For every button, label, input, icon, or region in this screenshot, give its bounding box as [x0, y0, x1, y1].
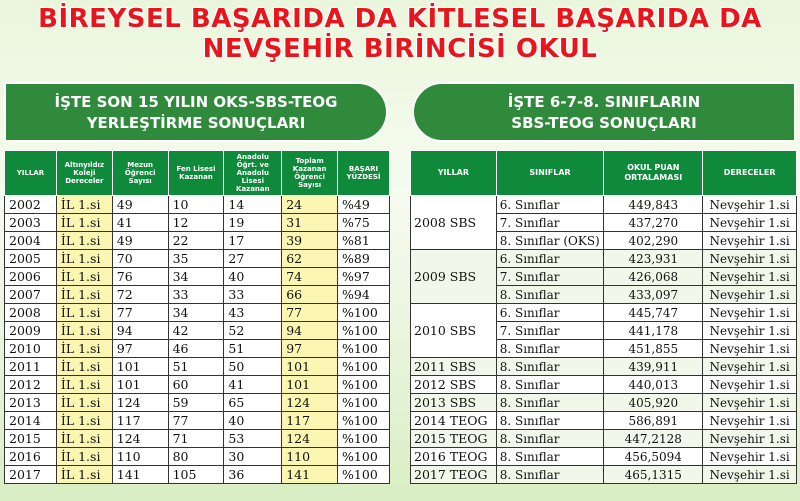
average-score-cell: 445,747: [604, 304, 703, 322]
class-cell: 8. Sınıflar: [496, 466, 604, 484]
rank-cell: İL 1.si: [56, 394, 112, 412]
graduates-cell: 124: [112, 394, 168, 412]
column-header: Toplam Kazanan Öğrenci Sayısı: [282, 151, 338, 196]
science-hs-cell: 34: [168, 268, 224, 286]
anatolian-hs-cell: 17: [224, 232, 282, 250]
anatolian-hs-cell: 19: [224, 214, 282, 232]
year-cell: 2016: [5, 448, 57, 466]
science-hs-cell: 60: [168, 376, 224, 394]
anatolian-hs-cell: 41: [224, 376, 282, 394]
total-cell: 101: [282, 376, 338, 394]
year-cell: 2006: [5, 268, 57, 286]
right-table-body: [411, 196, 797, 484]
oks-sbs-teog-results-table: [4, 150, 390, 484]
rank-cell: Nevşehir 1.si: [703, 376, 797, 394]
table-row: [411, 376, 797, 394]
rank-cell: İL 1.si: [56, 466, 112, 484]
class-cell: 6. Sınıflar: [496, 250, 604, 268]
graduates-cell: 124: [112, 430, 168, 448]
success-rate-cell: %100: [338, 322, 390, 340]
total-cell: 77: [282, 304, 338, 322]
total-cell: 74: [282, 268, 338, 286]
average-score-cell: 426,068: [604, 268, 703, 286]
class-cell: 8. Sınıflar: [496, 286, 604, 304]
success-rate-cell: %89: [338, 250, 390, 268]
rank-cell: Nevşehir 1.si: [703, 286, 797, 304]
table-row: [5, 466, 390, 484]
table-row: [5, 394, 390, 412]
science-hs-cell: 10: [168, 196, 224, 214]
anatolian-hs-cell: 30: [224, 448, 282, 466]
table-row: [411, 358, 797, 376]
rank-cell: Nevşehir 1.si: [703, 322, 797, 340]
science-hs-cell: 51: [168, 358, 224, 376]
class-cell: 7. Sınıflar: [496, 322, 604, 340]
success-rate-cell: %100: [338, 304, 390, 322]
average-score-cell: 433,097: [604, 286, 703, 304]
graduates-cell: 101: [112, 376, 168, 394]
rank-cell: İL 1.si: [56, 214, 112, 232]
average-score-cell: 451,855: [604, 340, 703, 358]
graduates-cell: 76: [112, 268, 168, 286]
rank-cell: Nevşehir 1.si: [703, 430, 797, 448]
year-cell: 2007: [5, 286, 57, 304]
anatolian-hs-cell: 50: [224, 358, 282, 376]
column-header: Mezun Öğrenci Sayısı: [112, 151, 168, 196]
average-score-cell: 423,931: [604, 250, 703, 268]
sbs-teog-class-results-table: [410, 150, 797, 484]
year-cell: 2008: [5, 304, 57, 322]
success-rate-cell: %100: [338, 466, 390, 484]
year-cell: 2009: [5, 322, 57, 340]
total-cell: 94: [282, 322, 338, 340]
rank-cell: Nevşehir 1.si: [703, 340, 797, 358]
column-header: SINIFLAR: [496, 151, 604, 196]
class-cell: 8. Sınıflar: [496, 412, 604, 430]
total-cell: 117: [282, 412, 338, 430]
table-row: [411, 304, 797, 322]
column-header: Altınyıldız Koleji Dereceler: [56, 151, 112, 196]
table-header-row: [411, 151, 797, 196]
rank-cell: İL 1.si: [56, 268, 112, 286]
table-row: [411, 250, 797, 268]
rank-cell: Nevşehir 1.si: [703, 358, 797, 376]
table-row: [5, 376, 390, 394]
class-cell: 8. Sınıflar: [496, 430, 604, 448]
rank-cell: Nevşehir 1.si: [703, 196, 797, 214]
success-rate-cell: %100: [338, 412, 390, 430]
year-cell: 2010: [5, 340, 57, 358]
average-score-cell: 447,2128: [604, 430, 703, 448]
left-heading-line-2: YERLEŞTİRME SONUÇLARI: [86, 114, 306, 132]
science-hs-cell: 34: [168, 304, 224, 322]
anatolian-hs-cell: 51: [224, 340, 282, 358]
class-cell: 7. Sınıflar: [496, 268, 604, 286]
average-score-cell: 465,1315: [604, 466, 703, 484]
rank-cell: İL 1.si: [56, 340, 112, 358]
year-cell: 2012: [5, 376, 57, 394]
table-row: [5, 196, 390, 214]
average-score-cell: 440,013: [604, 376, 703, 394]
right-heading-line-2: SBS-TEOG SONUÇLARI: [511, 114, 697, 132]
rank-cell: İL 1.si: [56, 322, 112, 340]
left-table-body: [5, 196, 390, 484]
table-row: [5, 430, 390, 448]
table-row: [411, 412, 797, 430]
class-cell: 8. Sınıflar: [496, 394, 604, 412]
graduates-cell: 41: [112, 214, 168, 232]
rank-cell: Nevşehir 1.si: [703, 232, 797, 250]
table-row: [411, 430, 797, 448]
science-hs-cell: 12: [168, 214, 224, 232]
column-header: OKUL PUAN ORTALAMASI: [604, 151, 703, 196]
success-rate-cell: %94: [338, 286, 390, 304]
graduates-cell: 94: [112, 322, 168, 340]
success-rate-cell: %100: [338, 430, 390, 448]
rank-cell: İL 1.si: [56, 412, 112, 430]
class-cell: 8. Sınıflar (OKS): [496, 232, 604, 250]
rank-cell: İL 1.si: [56, 358, 112, 376]
anatolian-hs-cell: 52: [224, 322, 282, 340]
rank-cell: Nevşehir 1.si: [703, 304, 797, 322]
graduates-cell: 97: [112, 340, 168, 358]
year-cell: 2009 SBS: [411, 250, 497, 304]
table-row: [5, 358, 390, 376]
column-header: YILLAR: [5, 151, 57, 196]
science-hs-cell: 80: [168, 448, 224, 466]
success-rate-cell: %49: [338, 196, 390, 214]
class-cell: 8. Sınıflar: [496, 448, 604, 466]
success-rate-cell: %100: [338, 376, 390, 394]
anatolian-hs-cell: 65: [224, 394, 282, 412]
table-row: [5, 268, 390, 286]
rank-cell: İL 1.si: [56, 304, 112, 322]
graduates-cell: 77: [112, 304, 168, 322]
science-hs-cell: 59: [168, 394, 224, 412]
table-row: [411, 394, 797, 412]
rank-cell: Nevşehir 1.si: [703, 214, 797, 232]
year-cell: 2017: [5, 466, 57, 484]
total-cell: 39: [282, 232, 338, 250]
year-cell: 2002: [5, 196, 57, 214]
anatolian-hs-cell: 53: [224, 430, 282, 448]
year-cell: 2013: [5, 394, 57, 412]
year-cell: 2003: [5, 214, 57, 232]
table-row: [411, 466, 797, 484]
title-line-1: BİREYSEL BAŞARIDA DA KİTLESEL BAŞARIDA DA: [38, 4, 762, 34]
column-header: Fen Lisesi Kazanan: [168, 151, 224, 196]
science-hs-cell: 35: [168, 250, 224, 268]
title-line-2: NEVŞEHİR BİRİNCİSİ OKUL: [202, 34, 598, 64]
rank-cell: İL 1.si: [56, 448, 112, 466]
rank-cell: Nevşehir 1.si: [703, 466, 797, 484]
year-cell: 2010 SBS: [411, 304, 497, 358]
year-cell: 2012 SBS: [411, 376, 497, 394]
year-cell: 2016 TEOG: [411, 448, 497, 466]
graduates-cell: 49: [112, 232, 168, 250]
total-cell: 124: [282, 430, 338, 448]
column-header: BAŞARI YÜZDESİ: [338, 151, 390, 196]
rank-cell: Nevşehir 1.si: [703, 448, 797, 466]
average-score-cell: 405,920: [604, 394, 703, 412]
success-rate-cell: %75: [338, 214, 390, 232]
rank-cell: Nevşehir 1.si: [703, 250, 797, 268]
anatolian-hs-cell: 27: [224, 250, 282, 268]
average-score-cell: 441,178: [604, 322, 703, 340]
year-cell: 2015 TEOG: [411, 430, 497, 448]
success-rate-cell: %100: [338, 340, 390, 358]
graduates-cell: 72: [112, 286, 168, 304]
rank-cell: İL 1.si: [56, 232, 112, 250]
graduates-cell: 117: [112, 412, 168, 430]
class-cell: 8. Sınıflar: [496, 358, 604, 376]
total-cell: 62: [282, 250, 338, 268]
table-row: [411, 448, 797, 466]
year-cell: 2005: [5, 250, 57, 268]
table-row: [5, 448, 390, 466]
anatolian-hs-cell: 36: [224, 466, 282, 484]
success-rate-cell: %100: [338, 358, 390, 376]
average-score-cell: 449,843: [604, 196, 703, 214]
anatolian-hs-cell: 43: [224, 304, 282, 322]
success-rate-cell: %100: [338, 448, 390, 466]
table-row: [411, 196, 797, 214]
class-cell: 6. Sınıflar: [496, 196, 604, 214]
class-cell: 8. Sınıflar: [496, 340, 604, 358]
class-cell: 8. Sınıflar: [496, 376, 604, 394]
total-cell: 31: [282, 214, 338, 232]
year-cell: 2014 TEOG: [411, 412, 497, 430]
table-row: [5, 232, 390, 250]
rank-cell: İL 1.si: [56, 430, 112, 448]
rank-cell: İL 1.si: [56, 376, 112, 394]
science-hs-cell: 22: [168, 232, 224, 250]
year-cell: 2014: [5, 412, 57, 430]
table-row: [5, 412, 390, 430]
total-cell: 101: [282, 358, 338, 376]
table-row: [5, 214, 390, 232]
science-hs-cell: 33: [168, 286, 224, 304]
rank-cell: İL 1.si: [56, 250, 112, 268]
table-row: [5, 340, 390, 358]
year-cell: 2015: [5, 430, 57, 448]
science-hs-cell: 71: [168, 430, 224, 448]
average-score-cell: 402,290: [604, 232, 703, 250]
rank-cell: Nevşehir 1.si: [703, 412, 797, 430]
class-cell: 7. Sınıflar: [496, 214, 604, 232]
total-cell: 24: [282, 196, 338, 214]
science-hs-cell: 77: [168, 412, 224, 430]
table-header-row: [5, 151, 390, 196]
column-header: DERECELER: [703, 151, 797, 196]
rank-cell: Nevşehir 1.si: [703, 394, 797, 412]
average-score-cell: 439,911: [604, 358, 703, 376]
rank-cell: İL 1.si: [56, 196, 112, 214]
year-cell: 2004: [5, 232, 57, 250]
column-header: YILLAR: [411, 151, 497, 196]
graduates-cell: 110: [112, 448, 168, 466]
year-cell: 2011 SBS: [411, 358, 497, 376]
graduates-cell: 70: [112, 250, 168, 268]
page-title: [0, 4, 800, 64]
total-cell: 124: [282, 394, 338, 412]
graduates-cell: 141: [112, 466, 168, 484]
year-cell: 2013 SBS: [411, 394, 497, 412]
graduates-cell: 49: [112, 196, 168, 214]
column-header: Anadolu Öğrt. ve Anadolu Lisesi Kazanan: [224, 151, 282, 196]
science-hs-cell: 105: [168, 466, 224, 484]
year-cell: 2008 SBS: [411, 196, 497, 250]
success-rate-cell: %100: [338, 394, 390, 412]
average-score-cell: 437,270: [604, 214, 703, 232]
success-rate-cell: %81: [338, 232, 390, 250]
rank-cell: Nevşehir 1.si: [703, 268, 797, 286]
graduates-cell: 101: [112, 358, 168, 376]
science-hs-cell: 46: [168, 340, 224, 358]
table-row: [5, 286, 390, 304]
left-panel-heading: [4, 82, 388, 142]
anatolian-hs-cell: 40: [224, 268, 282, 286]
table-row: [5, 322, 390, 340]
total-cell: 97: [282, 340, 338, 358]
rank-cell: İL 1.si: [56, 286, 112, 304]
total-cell: 110: [282, 448, 338, 466]
class-cell: 6. Sınıflar: [496, 304, 604, 322]
anatolian-hs-cell: 33: [224, 286, 282, 304]
success-rate-cell: %97: [338, 268, 390, 286]
right-heading-line-1: İŞTE 6-7-8. SINIFLARIN: [507, 93, 701, 111]
left-heading-line-1: İŞTE SON 15 YILIN OKS-SBS-TEOG: [54, 93, 338, 111]
average-score-cell: 586,891: [604, 412, 703, 430]
average-score-cell: 456,5094: [604, 448, 703, 466]
right-panel-heading: [412, 82, 796, 142]
year-cell: 2011: [5, 358, 57, 376]
total-cell: 141: [282, 466, 338, 484]
table-row: [5, 304, 390, 322]
year-cell: 2017 TEOG: [411, 466, 497, 484]
anatolian-hs-cell: 14: [224, 196, 282, 214]
science-hs-cell: 42: [168, 322, 224, 340]
total-cell: 66: [282, 286, 338, 304]
table-row: [5, 250, 390, 268]
anatolian-hs-cell: 40: [224, 412, 282, 430]
